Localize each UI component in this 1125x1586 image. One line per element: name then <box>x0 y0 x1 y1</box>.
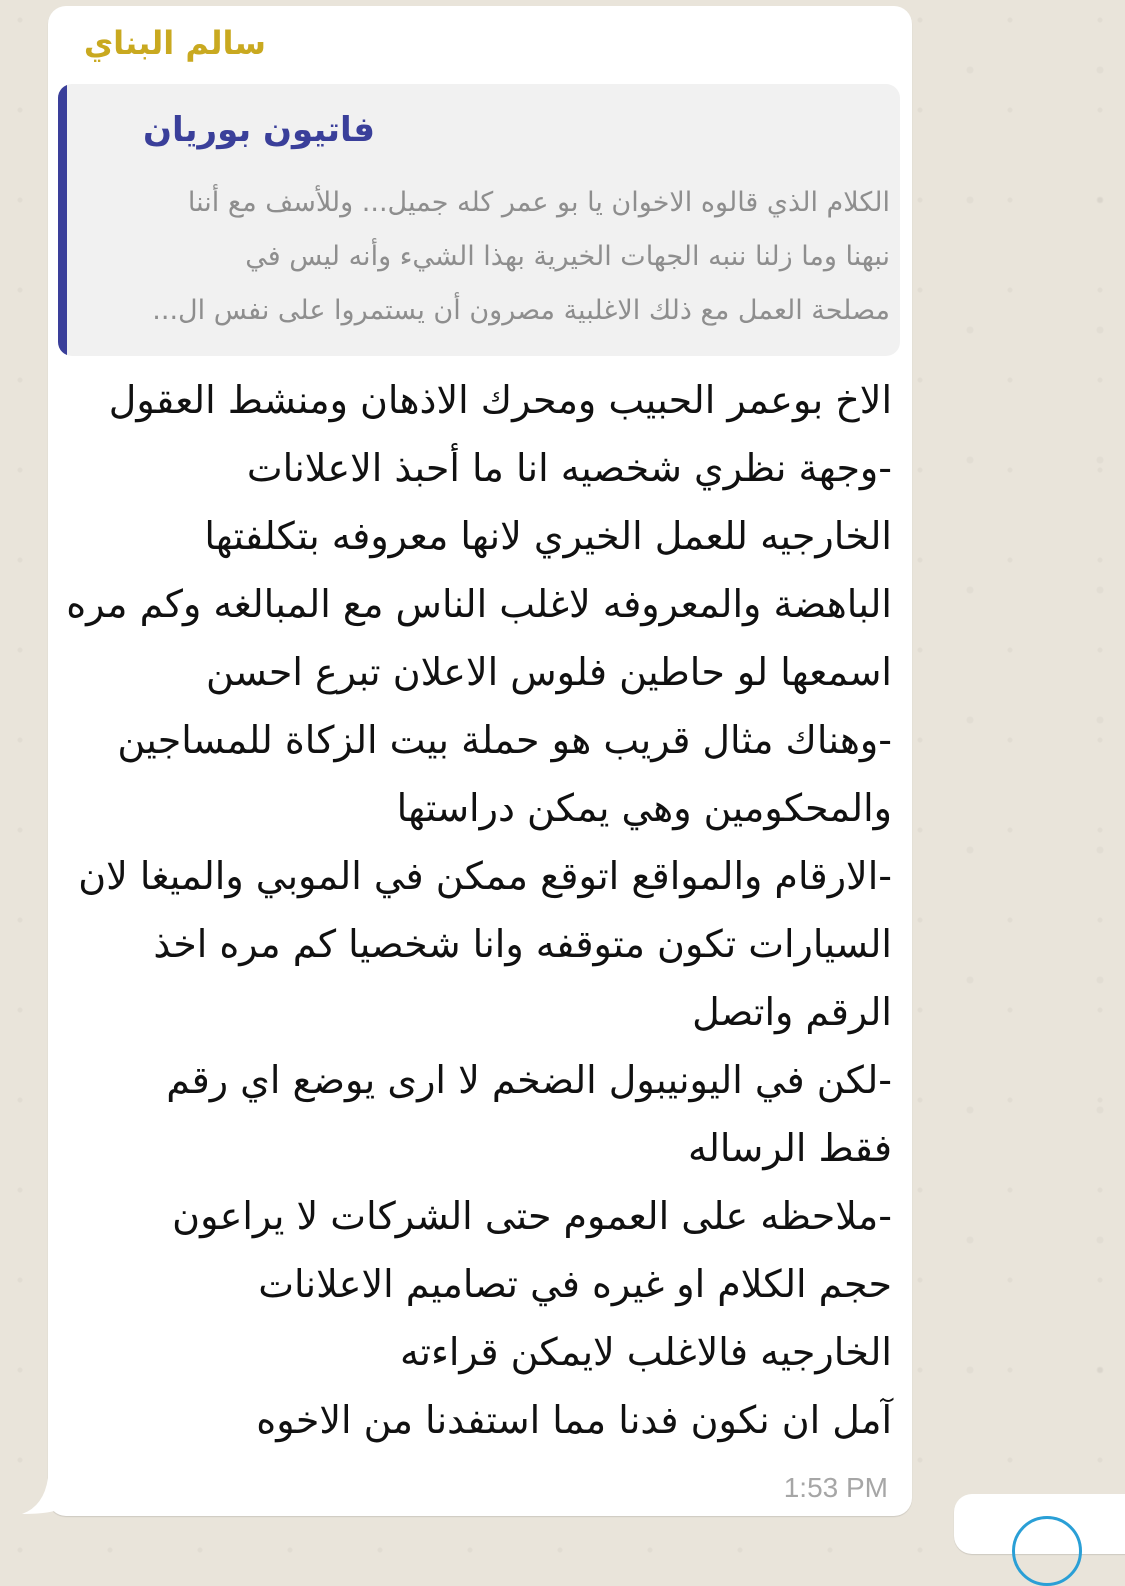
message-line: -وهناك مثال قريب هو حملة بيت الزكاة للمساجين <box>117 718 892 762</box>
message-line: -لكن في اليونيبول الضخم لا ارى يوضع اي رقم <box>166 1058 892 1102</box>
quote-bar <box>58 84 67 356</box>
message-line: -ملاحظه على العموم حتى الشركات لا يراعون <box>172 1194 892 1238</box>
message-line: الرقم واتصل <box>692 990 892 1034</box>
message-line: حجم الكلام او غيره في تصاميم الاعلانات <box>258 1262 892 1306</box>
message-line: اسمعها لو حاطين فلوس الاعلان تبرع احسن <box>206 650 892 694</box>
message-line: الباهضة والمعروفه لاغلب الناس مع المبالغه وكم مره <box>66 582 892 626</box>
message-line: آمل ان نكون فدنا مما استفدنا من الاخوه <box>256 1398 892 1442</box>
avatar[interactable] <box>1012 1516 1082 1586</box>
sender-name[interactable]: سالم البناي <box>83 24 266 62</box>
quote-line: الكلام الذي قالوه الاخوان يا بو عمر كله جميل... وللأسف مع أننا <box>187 187 890 218</box>
message-line: الاخ بوعمر الحبيب ومحرك الاذهان ومنشط العقول <box>108 378 892 422</box>
quote-line: نبهنا وما زلنا ننبه الجهات الخيرية بهذا الشيء وأنه ليس في <box>245 241 890 272</box>
quoted-message[interactable] <box>58 84 900 356</box>
message-line: -وجهة نظري شخصيه انا ما أحبذ الاعلانات <box>246 446 892 490</box>
next-message-bubble[interactable] <box>954 1494 1125 1554</box>
message-line: السيارات تكون متوقفه وانا شخصيا كم مره اخذ <box>153 922 892 966</box>
quote-author: فاتيون بوريان <box>142 110 375 150</box>
message-timestamp: 1:53 PM <box>783 1472 888 1503</box>
message-bubble[interactable] <box>48 6 912 1516</box>
message-text <box>62 366 892 1454</box>
bubble-tail <box>22 1478 62 1518</box>
quote-line: مصلحة العمل مع ذلك الاغلبية مصرون أن يستمروا على نفس ال... <box>152 295 890 326</box>
message-line: والمحكومين وهي يمكن دراستها <box>396 786 892 830</box>
message-line: الخارجيه للعمل الخيري لانها معروفه بتكلفتها <box>204 514 892 558</box>
message-line: فقط الرساله <box>687 1126 892 1170</box>
message-line: الخارجيه فالاغلب لايمكن قراءته <box>400 1330 892 1374</box>
message-line: -الارقام والمواقع اتوقع ممكن في الموبي والميغا لان <box>78 854 892 898</box>
quote-text <box>90 176 890 338</box>
